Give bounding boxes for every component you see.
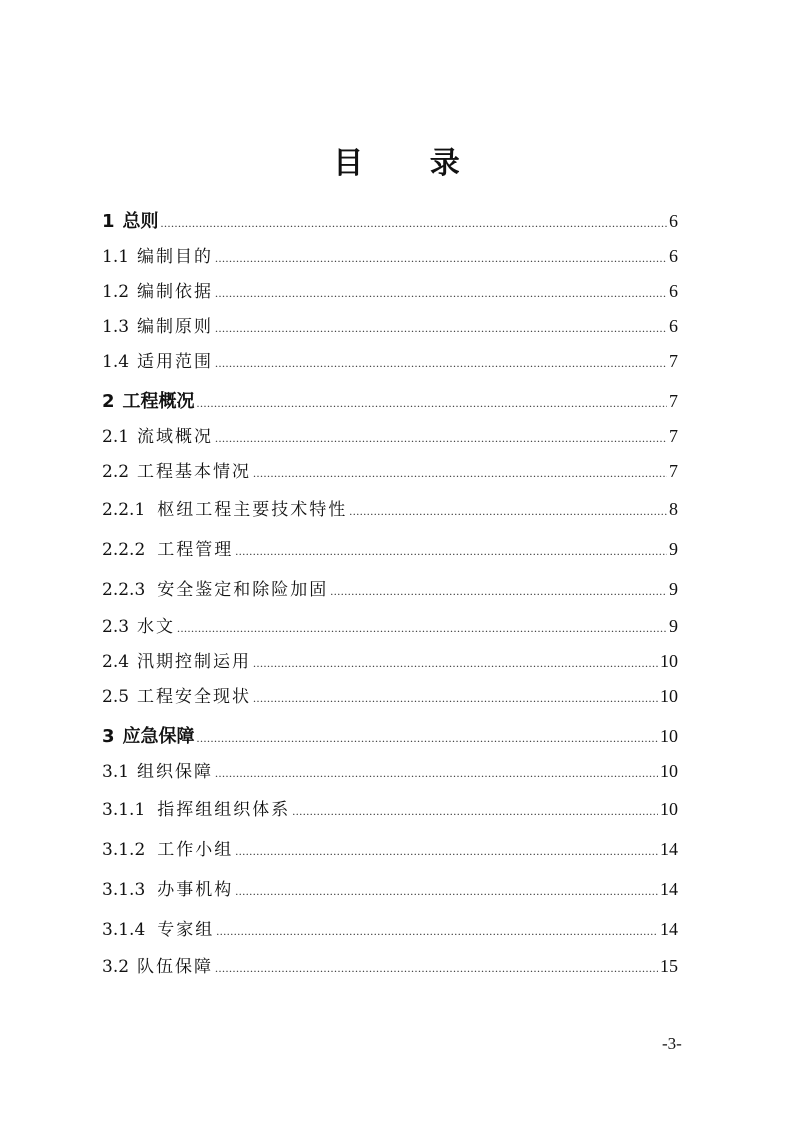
toc-entry-number: 3.1.4 <box>102 920 146 940</box>
toc-entry[interactable] <box>102 679 678 714</box>
toc-entry-number: 2.2 <box>102 462 130 482</box>
toc-entry[interactable] <box>102 274 678 309</box>
toc-entry-page: 6 <box>669 316 678 336</box>
toc-leader-dots <box>215 311 667 346</box>
toc-entry[interactable] <box>102 489 678 529</box>
toc-entry-page: 10 <box>660 686 678 706</box>
toc-entry[interactable] <box>102 454 678 489</box>
toc-entry-number: 3.1.1 <box>102 800 146 820</box>
toc-entry-title: 适用范围 <box>137 352 214 372</box>
toc-entry-page: 9 <box>669 579 678 599</box>
toc-entry-title: 队伍保障 <box>137 957 214 977</box>
toc-entry-number: 3.1 <box>102 762 130 782</box>
toc-entry-title: 工程概况 <box>122 391 195 412</box>
toc-entry[interactable] <box>102 529 678 569</box>
toc-entry-number: 1.3 <box>102 317 130 337</box>
toc-leader-dots <box>215 421 667 456</box>
toc-leader-dots <box>197 386 667 421</box>
toc-entry[interactable] <box>102 869 678 909</box>
toc-entry-number: 1.4 <box>102 352 130 372</box>
toc-entry-number: 2.1 <box>102 427 130 447</box>
toc-entry-number: 2.2.3 <box>102 580 146 600</box>
toc-entry[interactable] <box>102 644 678 679</box>
toc-entry-number: 3.1.3 <box>102 880 146 900</box>
toc-entry-page: 6 <box>669 281 678 301</box>
toc-leader-dots <box>349 491 667 531</box>
toc-entry-number: 1 <box>102 211 115 232</box>
toc-entry-title: 编制原则 <box>137 317 214 337</box>
toc-leader-dots <box>215 346 667 381</box>
toc-entry-title: 安全鉴定和除险加固 <box>157 580 329 600</box>
toc-entry[interactable] <box>102 419 678 454</box>
toc-leader-dots <box>215 951 658 986</box>
page-number: -3- <box>662 1034 682 1053</box>
toc-entry-title: 工程基本情况 <box>137 462 252 482</box>
table-of-contents <box>102 204 678 984</box>
toc-entry-page: 10 <box>660 726 678 746</box>
toc-title: 目 录 <box>333 146 488 181</box>
toc-entry-number: 3.1.2 <box>102 840 146 860</box>
toc-entry[interactable] <box>102 204 678 239</box>
toc-entry-page: 14 <box>660 919 678 939</box>
toc-entry-title: 专家组 <box>157 920 215 940</box>
toc-entry-number: 2.5 <box>102 687 130 707</box>
toc-entry-title: 指挥组组织体系 <box>157 800 291 820</box>
toc-leader-dots <box>161 206 667 241</box>
toc-entry-number: 3.2 <box>102 957 130 977</box>
toc-leader-dots <box>215 241 667 276</box>
toc-leader-dots <box>253 646 658 681</box>
toc-entry-number: 2.2.2 <box>102 540 146 560</box>
toc-entry-page: 7 <box>669 426 678 446</box>
toc-leader-dots <box>197 721 658 756</box>
toc-entry-title: 工程管理 <box>157 540 234 560</box>
toc-entry[interactable] <box>102 789 678 829</box>
toc-entry-page: 7 <box>669 391 678 411</box>
toc-entry[interactable] <box>102 569 678 609</box>
toc-entry-page: 10 <box>660 651 678 671</box>
toc-entry-number: 2.4 <box>102 652 130 672</box>
toc-entry-page: 14 <box>660 879 678 899</box>
toc-leader-dots <box>177 611 667 646</box>
toc-entry-page: 6 <box>669 211 678 231</box>
toc-entry-title: 总则 <box>122 211 159 232</box>
toc-entry[interactable] <box>102 384 678 419</box>
toc-entry[interactable] <box>102 829 678 869</box>
toc-leader-dots <box>253 681 658 716</box>
toc-entry-title: 枢纽工程主要技术特性 <box>157 500 348 520</box>
toc-entry[interactable] <box>102 609 678 644</box>
toc-entry-title: 流域概况 <box>137 427 214 447</box>
toc-entry-page: 7 <box>669 351 678 371</box>
toc-entry-number: 2 <box>102 391 115 412</box>
toc-entry[interactable] <box>102 949 678 984</box>
toc-entry-number: 1.2 <box>102 282 130 302</box>
toc-entry-title: 编制目的 <box>137 247 214 267</box>
toc-leader-dots <box>215 276 667 311</box>
toc-entry-page: 7 <box>669 461 678 481</box>
toc-entry-page: 10 <box>660 799 678 819</box>
toc-entry-page: 10 <box>660 761 678 781</box>
toc-entry-number: 2.2.1 <box>102 500 146 520</box>
toc-entry-page: 14 <box>660 839 678 859</box>
toc-entry-number: 2.3 <box>102 617 130 637</box>
toc-entry[interactable] <box>102 909 678 949</box>
toc-entry[interactable] <box>102 309 678 344</box>
toc-entry[interactable] <box>102 754 678 789</box>
toc-entry-page: 9 <box>669 539 678 559</box>
toc-entry-title: 办事机构 <box>157 880 234 900</box>
toc-entry[interactable] <box>102 719 678 754</box>
toc-entry-title: 编制依据 <box>137 282 214 302</box>
toc-entry-page: 9 <box>669 616 678 636</box>
toc-leader-dots <box>292 791 658 831</box>
toc-entry-number: 1.1 <box>102 247 130 267</box>
toc-entry-page: 15 <box>660 956 678 976</box>
toc-entry-title: 应急保障 <box>122 726 195 747</box>
toc-leader-dots <box>330 571 667 611</box>
toc-entry-title: 工程安全现状 <box>137 687 252 707</box>
toc-entry-title: 工作小组 <box>157 840 234 860</box>
toc-entry-title: 汛期控制运用 <box>137 652 252 672</box>
toc-entry[interactable] <box>102 344 678 379</box>
toc-leader-dots <box>235 871 658 911</box>
toc-entry-title: 组织保障 <box>137 762 214 782</box>
toc-leader-dots <box>215 756 658 791</box>
toc-entry-page: 8 <box>669 499 678 519</box>
toc-leader-dots <box>253 456 667 491</box>
toc-entry-title: 水文 <box>137 617 176 637</box>
toc-leader-dots <box>235 831 658 871</box>
toc-leader-dots <box>216 911 658 951</box>
toc-entry-page: 6 <box>669 246 678 266</box>
toc-entry[interactable] <box>102 239 678 274</box>
toc-entry-number: 3 <box>102 726 115 747</box>
toc-leader-dots <box>235 531 667 571</box>
